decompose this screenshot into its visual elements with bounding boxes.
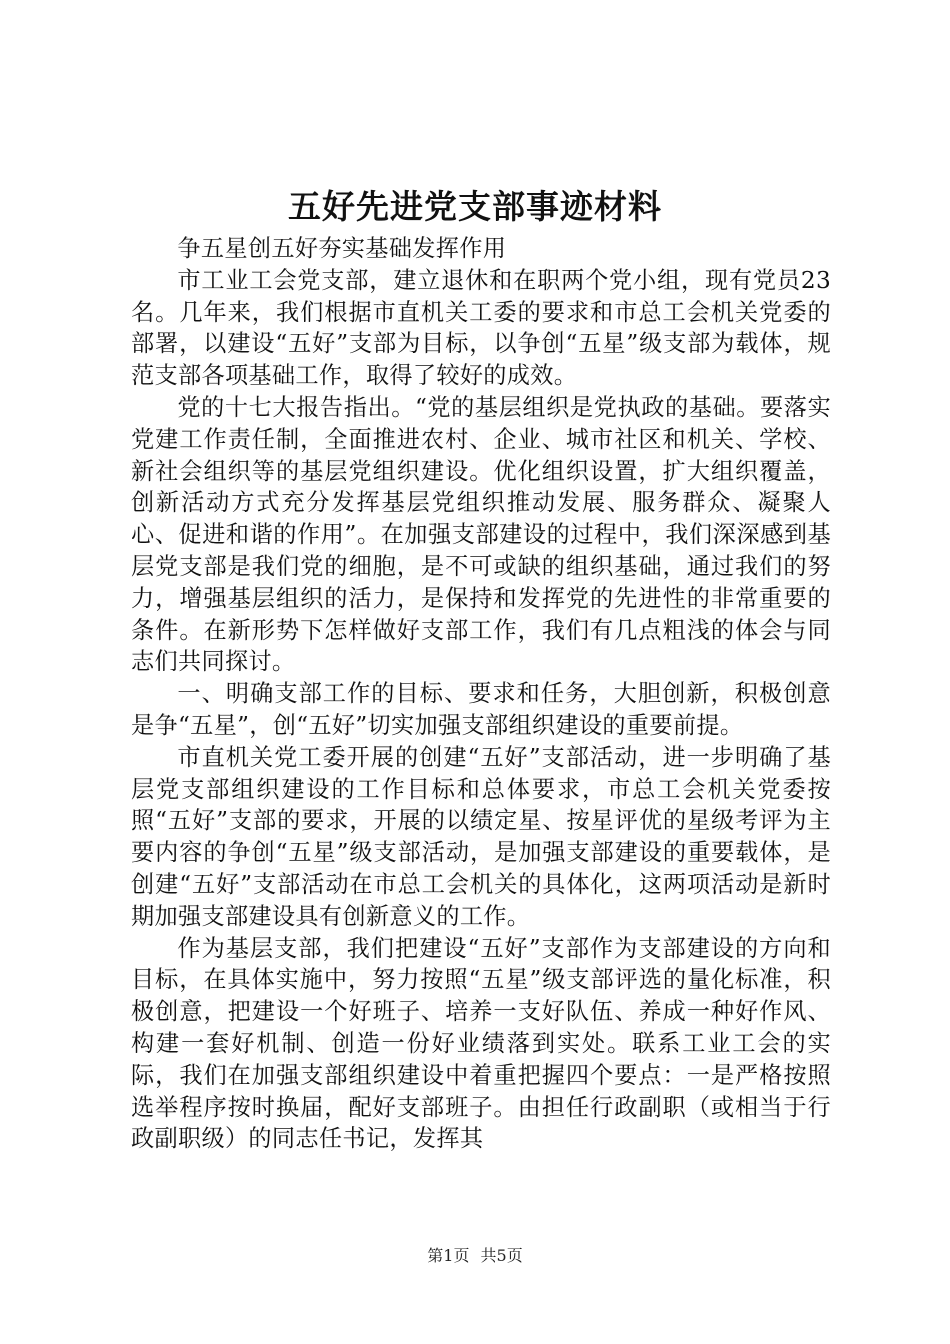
paragraph-subtitle: 争五星创五好夯实基础发挥作用 [177,235,507,262]
paragraph: 市工业工会党支部，建立退休和在职两个党小组，现有党员23名。几年来，我们根据市直机关工委的要求和市总工会机关党委的部署，以建设“五好”支部为目标，以争创“五星”级支部为载体，规范支部各项基础工作，取得了较好的成效。 [131,266,831,390]
document-body [131,233,831,1155]
page-number: 第1页 [427,1246,470,1265]
page-total: 共5页 [480,1246,523,1265]
paragraph: 市直机关党工委开展的创建“五好”支部活动，进一步明确了基层党支部组织建设的工作目标和总体要求，市总工会机关党委按照“五好”支部的要求，开展的以绩定星、按星评优的星级考评为主要内容的争创“五星”级支部活动，是加强支部建设的重要载体，是创建“五好”支部活动在市总工会机关的具体化，这两项活动是新时期加强支部建设具有创新意义的工作。 [131,743,831,930]
paragraph: 一、明确支部工作的目标、要求和任务，大胆创新，积极创意是争“五星”，创“五好”切实加强支部组织建设的重要前提。 [131,680,831,739]
page-footer [0,1246,950,1266]
paragraph: 作为基层支部，我们把建设“五好”支部作为支部建设的方向和目标，在具体实施中，努力按照“五星”级支部评选的量化标准，积极创意，把建设一个好班子、培养一支好队伍、养成一种好作风、构建一套好机制、创造一份好业绩落到实处。联系工业工会的实际，我们在加强支部组织建设中着重把握四个要点：一是严格按照选举程序按时换届，配好支部班子。由担任行政副职（或相当于行政副职级）的同志任书记，发挥其 [131,934,831,1153]
document-title: 五好先进党支部事迹材料 [288,187,662,226]
paragraph: 党的十七大报告指出。“党的基层组织是党执政的基础。要落实党建工作责任制，全面推进农村、企业、城市社区和机关、学校、新社会组织等的基层党组织建设。优化组织设置，扩大组织覆盖，创新活动方式充分发挥基层党组织推动发展、服务群众、凝聚人心、促进和谐的作用”。在加强支部建设的过程中，我们深深感到基层党支部是我们党的细胞，是不可或缺的组织基础，通过我们的努力，增强基层组织的活力，是保持和发挥党的先进性的非常重要的条件。在新形势下怎样做好支部工作，我们有几点粗浅的体会与同志们共同探讨。 [131,393,831,676]
